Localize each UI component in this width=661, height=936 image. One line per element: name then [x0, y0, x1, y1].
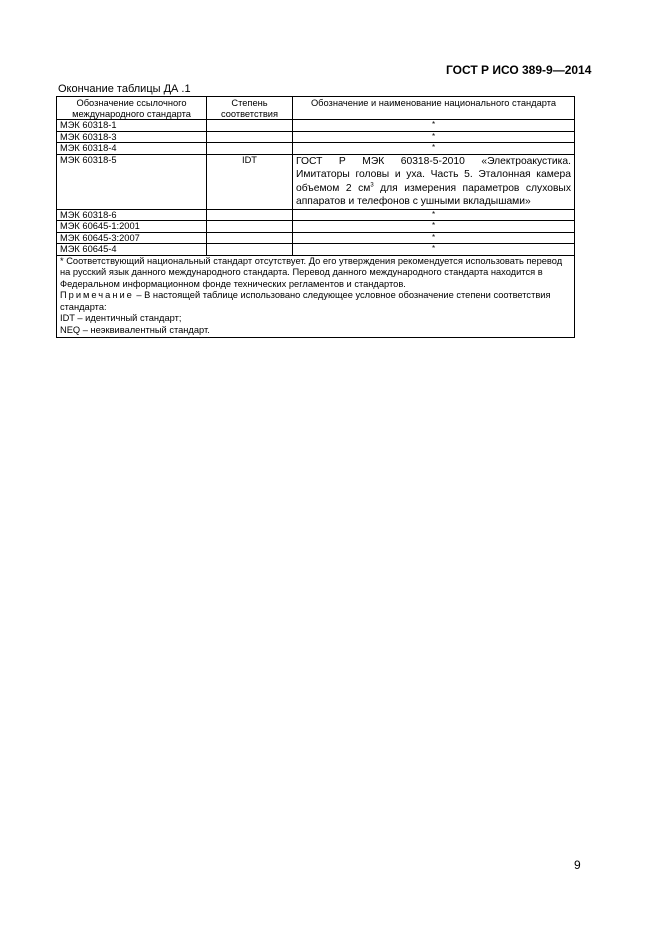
table-header-row: [57, 97, 575, 120]
degree-cell: [207, 131, 293, 143]
national-cell: [293, 154, 575, 209]
table-row: [57, 131, 575, 143]
note-text: – В настоящей таблице использовано следующее условное обозначение степени соответствия стандарта:: [60, 290, 551, 312]
neq-definition: NEQ – неэквивалентный стандарт.: [60, 325, 210, 336]
notes-cell: [57, 255, 575, 337]
degree-cell: IDT: [207, 154, 293, 209]
degree-cell: [207, 120, 293, 132]
standards-table: [56, 96, 575, 338]
ref-cell: МЭК 60645-3:2007: [57, 232, 207, 244]
table-row: [57, 232, 575, 244]
table-row: [57, 154, 575, 209]
document-code: ГОСТ Р ИСО 389-9—2014: [446, 63, 592, 77]
national-text-part1: ГОСТ Р МЭК 60318-5-2010 «Электроакустика. Имитаторы головы и уха. Часть 5. Эталонная камера объемом 2 см: [296, 155, 571, 194]
national-cell: *: [293, 120, 575, 132]
table-row: [57, 244, 575, 256]
superscript: 3: [370, 182, 374, 189]
national-cell: *: [293, 221, 575, 233]
footnote-text: * Соответствующий национальный стандарт отсутствует. До его утверждения рекомендуется использовать перевод на русский язык данного международного стандарта. Перевод данного международного стандарта находится в Федеральном информационном фонде технических регламентов и стандартов.: [60, 255, 563, 289]
ref-cell: МЭК 60645-1:2001: [57, 221, 207, 233]
national-cell: *: [293, 131, 575, 143]
table-row: [57, 221, 575, 233]
notes-row: [57, 255, 575, 337]
ref-cell: МЭК 60318-4: [57, 143, 207, 155]
note-paragraph: [60, 290, 571, 313]
degree-cell: [207, 143, 293, 155]
table-row: [57, 120, 575, 132]
idt-definition: IDT – идентичный стандарт;: [60, 313, 182, 324]
degree-cell: [207, 232, 293, 244]
degree-cell: [207, 209, 293, 221]
header-degree: Степень соответствия: [207, 97, 293, 120]
ref-cell: МЭК 60318-3: [57, 131, 207, 143]
degree-cell: [207, 221, 293, 233]
ref-cell: МЭК 60645-4: [57, 244, 207, 256]
note-label: Примечание: [60, 290, 134, 301]
ref-cell: МЭК 60318-5: [57, 154, 207, 209]
degree-cell: [207, 244, 293, 256]
header-ref-standard: Обозначение ссылочного международного стандарта: [57, 97, 207, 120]
ref-cell: МЭК 60318-6: [57, 209, 207, 221]
ref-cell: МЭК 60318-1: [57, 120, 207, 132]
table-row: [57, 209, 575, 221]
page-number: 9: [574, 858, 581, 872]
national-cell: *: [293, 209, 575, 221]
table-caption: Окончание таблицы ДА .1: [58, 83, 191, 95]
national-text-part2: для измерения параметров слуховых аппаратов и телефонов с ушными вкладышами»: [296, 182, 571, 207]
national-cell: *: [293, 143, 575, 155]
table-row: [57, 143, 575, 155]
national-cell: *: [293, 232, 575, 244]
header-national-standard: Обозначение и наименование национального стандарта: [293, 97, 575, 120]
national-cell: *: [293, 244, 575, 256]
